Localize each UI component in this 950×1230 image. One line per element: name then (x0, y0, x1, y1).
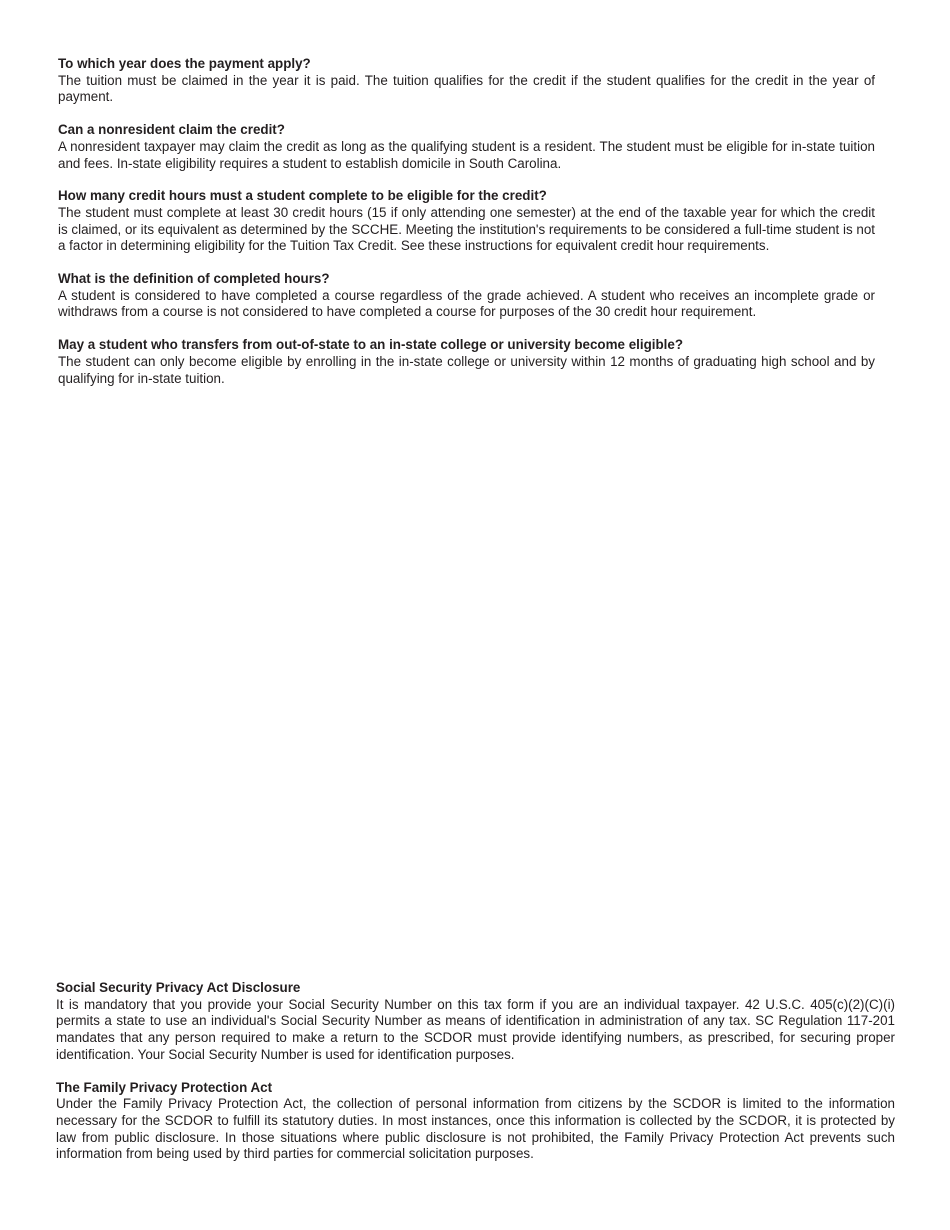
faq-item-transfer (58, 337, 875, 387)
faq-answer: The tuition must be claimed in the year it is paid. The tuition qualifies for the credit if the student qualifies for the credit in the year of payment. (58, 72, 875, 105)
faq-question: To which year does the payment apply? (58, 56, 311, 71)
family-privacy-disclosure (56, 1080, 895, 1164)
disclosure-text: Under the Family Privacy Protection Act, the collection of personal information from citizens by the SCDOR is limited to the information necessary for the SCDOR to fulfill its statutory duties. In most instances, once this information is collected by the SCDOR, it is protected by law from public disclosure. In those situations where public disclosure is not prohibited, the Family Privacy Protection Act prevents such information from being used by third parties for commercial solicitation purposes. (56, 1096, 895, 1162)
faq-item-completed-hours (58, 271, 875, 321)
faq-item-credit-hours (58, 188, 875, 255)
privacy-disclosures (56, 980, 895, 1179)
faq-section (58, 56, 875, 403)
disclosure-title: The Family Privacy Protection Act (56, 1079, 273, 1095)
disclosure-title: Social Security Privacy Act Disclosure (56, 980, 301, 995)
faq-question: How many credit hours must a student complete to be eligible for the credit? (58, 188, 547, 204)
social-security-disclosure (56, 980, 895, 1064)
faq-answer: The student can only become eligible by enrolling in the in-state college or university within 12 months of graduating high school and by qualifying for in-state tuition. (58, 353, 875, 386)
faq-item-payment-year (58, 56, 875, 106)
faq-answer: A student is considered to have completed a course regardless of the grade achieved. A student who receives an incomplete grade or withdraws from a course is not considered to have completed a course for purposes of the 30 credit hour requirement. (58, 287, 875, 320)
faq-question: What is the definition of completed hours? (58, 271, 330, 287)
faq-answer: The student must complete at least 30 credit hours (15 if only attending one semester) at the end of the taxable year for which the credit is claimed, or its equivalent as determined by the SCCHE. Meeting the institution's requirements to be considered a full-time student is not a factor in determining eligibility for the Tuition Tax Credit. See these instructions for equivalent credit hour requirements. (58, 204, 875, 254)
faq-answer: A nonresident taxpayer may claim the credit as long as the qualifying student is a resident. The student must be eligible for in-state tuition and fees. In-state eligibility requires a student to establish domicile in South Carolina. (58, 138, 875, 171)
faq-item-nonresident (58, 122, 875, 172)
faq-question: May a student who transfers from out-of-state to an in-state college or university become eligible? (58, 337, 684, 353)
disclosure-text: It is mandatory that you provide your Social Security Number on this tax form if you are an individual taxpayer. 42 U.S.C. 405(c)(2)(C)(i) permits a state to use an individual's Social Security Number as means of identification in administration of any tax. SC Regulation 117-201 mandates that any person required to make a return to the SCDOR must provide identifying numbers, as prescribed, for securing proper identification. Your Social Security Number is used for identification purposes. (56, 996, 895, 1062)
faq-question: Can a nonresident claim the credit? (58, 122, 285, 138)
